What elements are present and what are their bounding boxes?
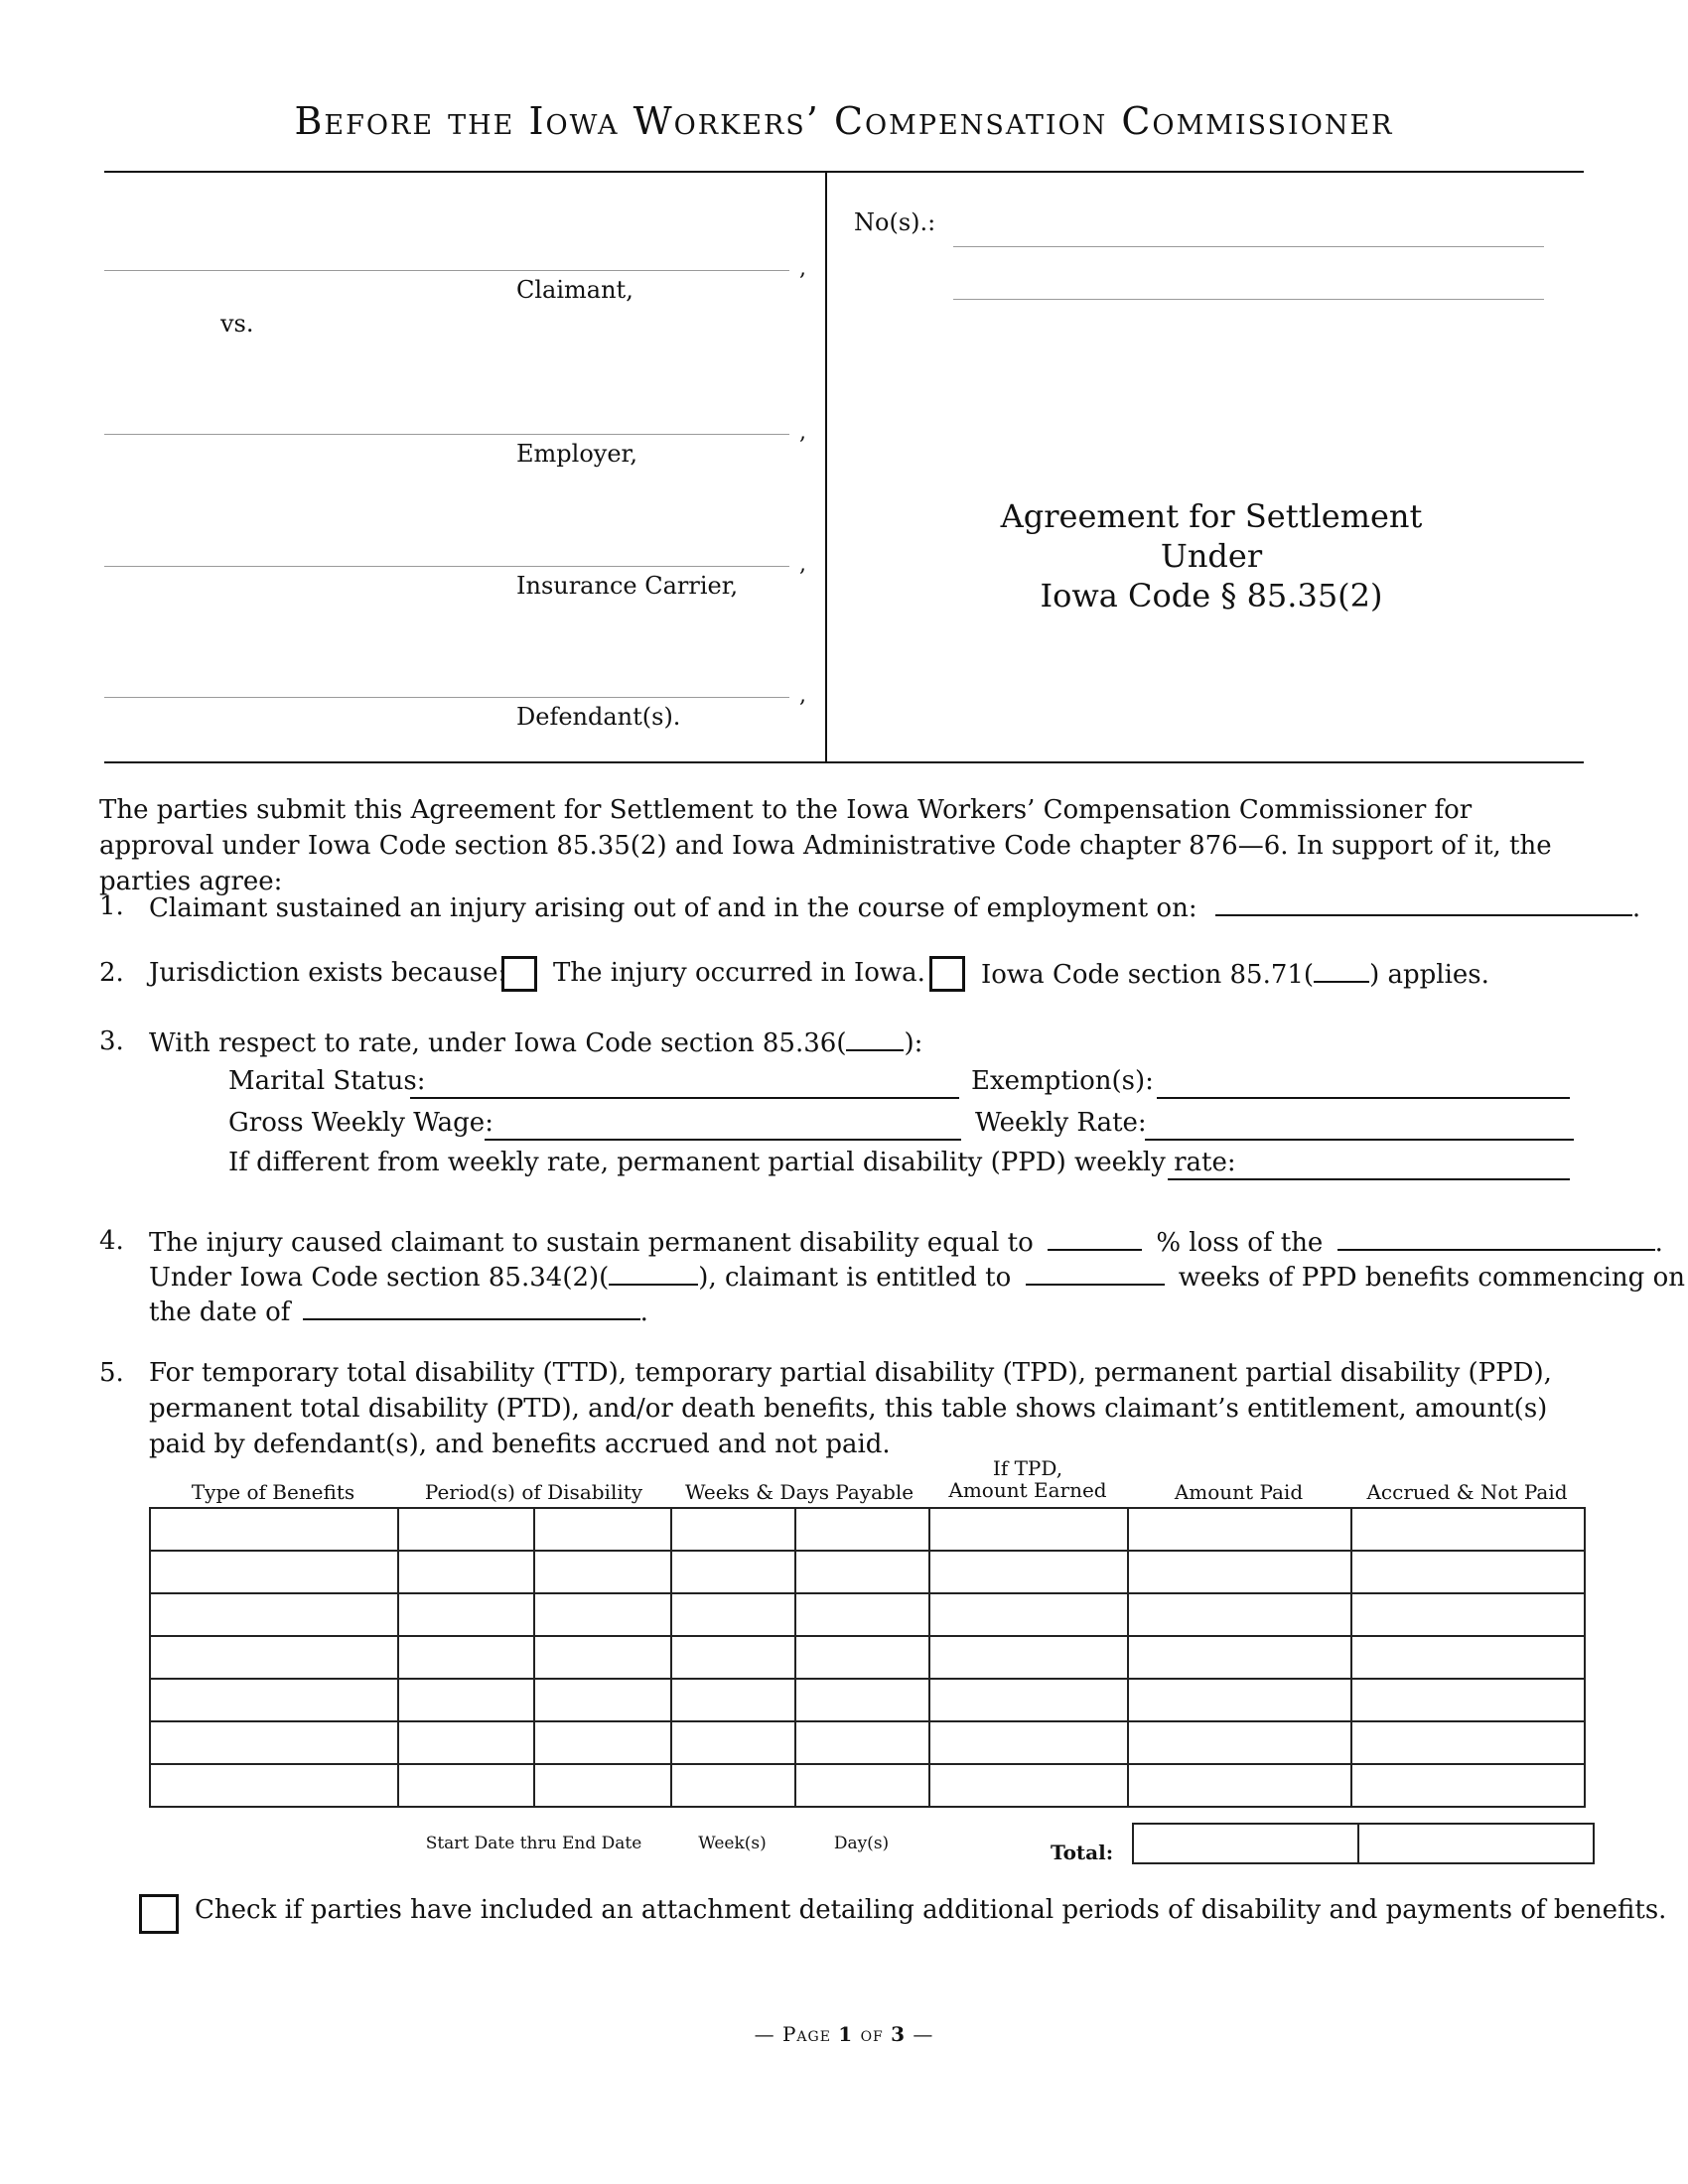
carrier-label: Insurance Carrier, xyxy=(516,572,739,600)
table-cell[interactable] xyxy=(795,1508,929,1551)
table-cell[interactable] xyxy=(671,1721,795,1764)
table-cell[interactable] xyxy=(795,1551,929,1593)
header-accrued-not-paid: Accrued & Not Paid xyxy=(1366,1480,1568,1504)
table-cell[interactable] xyxy=(1351,1721,1585,1764)
table-cell[interactable] xyxy=(150,1593,398,1636)
section-85-36-field[interactable] xyxy=(846,1024,904,1051)
table-cell[interactable] xyxy=(150,1679,398,1721)
commencement-date-field[interactable] xyxy=(303,1293,640,1320)
disability-percent-field[interactable] xyxy=(1048,1223,1142,1251)
table-cell[interactable] xyxy=(795,1679,929,1721)
item-4-line-2-post: weeks of PPD benefits commencing on xyxy=(1178,1263,1685,1293)
attachment-label: Check if parties have included an attachment detailing additional periods of disability and payments of benefits. xyxy=(195,1895,1667,1925)
table-cell[interactable] xyxy=(1128,1679,1351,1721)
benefits-table xyxy=(149,1507,1586,1808)
item-1-text: Claimant sustained an injury arising out of and in the course of employment on: xyxy=(149,893,1197,923)
marital-status-label: Marital Status: xyxy=(228,1066,426,1096)
item-2-text: Jurisdiction exists because: xyxy=(149,958,507,988)
table-cell[interactable] xyxy=(1351,1679,1585,1721)
agreement-title-line-1: Agreement for Settlement xyxy=(1000,497,1423,535)
table-cell[interactable] xyxy=(929,1593,1128,1636)
header-amount-paid: Amount Paid xyxy=(1174,1480,1304,1504)
header-amount-earned: Amount Earned xyxy=(948,1478,1107,1502)
table-cell[interactable] xyxy=(795,1764,929,1807)
table-cell[interactable] xyxy=(1128,1721,1351,1764)
item-3-number: 3. xyxy=(99,1026,124,1056)
gross-weekly-wage-label: Gross Weekly Wage: xyxy=(228,1108,493,1138)
table-cell[interactable] xyxy=(929,1764,1128,1807)
footer-page-total: 3 xyxy=(891,2022,907,2046)
agreement-title xyxy=(864,496,1559,615)
footer-page-number: 1 xyxy=(838,2022,854,2046)
table-row xyxy=(150,1636,1585,1679)
table-cell[interactable] xyxy=(150,1764,398,1807)
item-4-line-3-pre: the date of xyxy=(149,1297,291,1327)
ppd-weeks-field[interactable] xyxy=(1026,1258,1165,1286)
claimant-comma: , xyxy=(799,256,806,281)
table-cell[interactable] xyxy=(150,1551,398,1593)
defendant-name-line[interactable] xyxy=(104,697,789,698)
table-cell[interactable] xyxy=(534,1508,671,1551)
table-cell[interactable] xyxy=(671,1679,795,1721)
defendant-label: Defendant(s). xyxy=(516,703,681,731)
table-cell[interactable] xyxy=(671,1764,795,1807)
table-cell[interactable] xyxy=(1351,1551,1585,1593)
exemptions-label: Exemption(s): xyxy=(971,1066,1154,1096)
item-5-text: For temporary total disability (TTD), temporary partial disability (TPD), permanent partial disability (PPD), permanent total disability (PTD), and/or death benefits, this table shows claimant’s entitlement, amount(s) paid by defendant(s), and benefits accrued and not paid. xyxy=(149,1358,1552,1459)
table-cell[interactable] xyxy=(150,1508,398,1551)
carrier-name-line[interactable] xyxy=(104,566,789,567)
header-if-tpd: If TPD, xyxy=(992,1456,1063,1480)
table-cell[interactable] xyxy=(534,1679,671,1721)
table-cell[interactable] xyxy=(929,1636,1128,1679)
injury-in-iowa-checkbox[interactable] xyxy=(501,956,537,992)
body-part-field[interactable] xyxy=(1337,1223,1655,1251)
table-cell[interactable] xyxy=(929,1679,1128,1721)
gross-weekly-wage-field[interactable] xyxy=(485,1139,961,1141)
case-number-line-1[interactable] xyxy=(953,246,1544,247)
table-row xyxy=(150,1679,1585,1721)
injury-date-field[interactable] xyxy=(1215,888,1632,916)
header-weeks-days-payable: Weeks & Days Payable xyxy=(684,1480,914,1504)
table-cell[interactable] xyxy=(534,1636,671,1679)
table-cell[interactable] xyxy=(398,1721,534,1764)
weekly-rate-field[interactable] xyxy=(1145,1139,1574,1141)
table-cell[interactable] xyxy=(795,1721,929,1764)
numbers-label: No(s).: xyxy=(854,208,936,236)
item-4-line-2-pre: Under Iowa Code section 85.34(2)( xyxy=(149,1263,610,1293)
footer-of-label: of xyxy=(860,2022,884,2046)
table-cell[interactable] xyxy=(929,1551,1128,1593)
table-cell[interactable] xyxy=(671,1508,795,1551)
table-cell[interactable] xyxy=(1128,1593,1351,1636)
item-4-line-2-mid: ), claimant is entitled to xyxy=(698,1263,1012,1293)
table-cell[interactable] xyxy=(1351,1593,1585,1636)
agreement-title-line-2: Under xyxy=(1160,537,1263,575)
table-cell[interactable] xyxy=(534,1551,671,1593)
employer-label: Employer, xyxy=(516,440,637,468)
subheader-weeks: Week(s) xyxy=(698,1834,767,1853)
table-cell[interactable] xyxy=(534,1593,671,1636)
item-1-end: . xyxy=(1631,893,1641,923)
carrier-comma: , xyxy=(799,552,806,577)
claimant-name-line[interactable] xyxy=(104,270,789,271)
total-amount-paid-cell[interactable] xyxy=(1133,1824,1358,1863)
marital-status-field[interactable] xyxy=(410,1097,959,1099)
item-1 xyxy=(149,888,1640,926)
section-85-71-pre: Iowa Code section 85.71( xyxy=(981,960,1315,990)
footer-dash-left: — xyxy=(754,2022,775,2046)
item-4-line-1-pre: The injury caused claimant to sustain permanent disability equal to xyxy=(149,1228,1034,1258)
attachment-checkbox[interactable] xyxy=(139,1894,179,1934)
table-row xyxy=(150,1764,1585,1807)
table-cell[interactable] xyxy=(1128,1636,1351,1679)
section-85-71-checkbox[interactable] xyxy=(929,956,965,992)
header-periods-of-disability: Period(s) of Disability xyxy=(424,1480,643,1504)
table-cell[interactable] xyxy=(1351,1508,1585,1551)
table-cell[interactable] xyxy=(1128,1551,1351,1593)
defendant-comma: , xyxy=(799,683,806,708)
item-1-number: 1. xyxy=(99,891,124,921)
intro-paragraph: The parties submit this Agreement for Settlement to the Iowa Workers’ Compensation Commissioner for approval under Iowa Code section 85.35(2) and Iowa Administrative Code chapter 876—6. In support of it, the parties agree: xyxy=(99,795,1552,896)
caption-bottom-rule xyxy=(104,761,1584,763)
footer-dash-right: — xyxy=(913,2022,934,2046)
exemptions-field[interactable] xyxy=(1157,1097,1570,1099)
caption-top-rule xyxy=(104,171,1584,173)
item-3-text-post: ): xyxy=(904,1028,923,1058)
table-cell[interactable] xyxy=(534,1721,671,1764)
vs-label: vs. xyxy=(220,310,254,338)
table-cell[interactable] xyxy=(150,1636,398,1679)
section-85-71-option xyxy=(981,955,1489,993)
total-accrued-not-paid-cell[interactable] xyxy=(1358,1824,1594,1863)
table-row xyxy=(150,1508,1585,1551)
employer-name-line[interactable] xyxy=(104,434,789,435)
table-cell[interactable] xyxy=(150,1721,398,1764)
item-5-number: 5. xyxy=(99,1358,124,1388)
section-85-71-post: ) applies. xyxy=(1369,960,1489,990)
subheader-days: Day(s) xyxy=(833,1834,890,1853)
subheader-start-end-date: Start Date thru End Date xyxy=(425,1834,642,1853)
table-cell[interactable] xyxy=(534,1764,671,1807)
item-4-line-1 xyxy=(149,1223,1663,1261)
page-footer xyxy=(0,2022,1688,2046)
section-85-34-field[interactable] xyxy=(609,1258,698,1286)
table-cell[interactable] xyxy=(398,1551,534,1593)
item-3 xyxy=(149,1024,922,1061)
ppd-rate-field[interactable] xyxy=(1168,1178,1570,1180)
claimant-label: Claimant, xyxy=(516,276,633,304)
table-cell[interactable] xyxy=(398,1636,534,1679)
table-cell[interactable] xyxy=(398,1679,534,1721)
table-cell[interactable] xyxy=(398,1593,534,1636)
item-4-line-3-end: . xyxy=(639,1297,648,1327)
page-title: Before the Iowa Workers’ Compensation Commissioner xyxy=(294,99,1394,143)
caption-divider xyxy=(825,171,827,763)
table-cell[interactable] xyxy=(671,1551,795,1593)
table-cell[interactable] xyxy=(1128,1764,1351,1807)
item-4-line-2 xyxy=(149,1258,1685,1296)
table-cell[interactable] xyxy=(671,1636,795,1679)
footer-page-label: Page xyxy=(781,2022,831,2046)
agreement-title-line-3: Iowa Code § 85.35(2) xyxy=(1040,577,1383,614)
table-row xyxy=(150,1721,1585,1764)
weekly-rate-label: Weekly Rate: xyxy=(975,1108,1147,1138)
item-4-line-1-end: . xyxy=(1654,1228,1663,1258)
table-cell[interactable] xyxy=(1351,1764,1585,1807)
item-2-number: 2. xyxy=(99,958,124,988)
table-cell[interactable] xyxy=(795,1593,929,1636)
table-cell[interactable] xyxy=(1128,1508,1351,1551)
total-row xyxy=(1132,1823,1595,1864)
table-cell[interactable] xyxy=(671,1593,795,1636)
table-cell[interactable] xyxy=(929,1508,1128,1551)
table-cell[interactable] xyxy=(398,1764,534,1807)
case-number-line-2[interactable] xyxy=(953,299,1544,300)
employer-comma: , xyxy=(799,420,806,445)
item-3-text-pre: With respect to rate, under Iowa Code section 85.36( xyxy=(149,1028,847,1058)
table-cell[interactable] xyxy=(398,1508,534,1551)
item-4-line-1-mid: % loss of the xyxy=(1156,1228,1324,1258)
section-85-71-field[interactable] xyxy=(1314,955,1369,983)
item-4-number: 4. xyxy=(99,1226,124,1256)
injury-in-iowa-label: The injury occurred in Iowa. xyxy=(553,958,925,988)
table-row xyxy=(150,1551,1585,1593)
header-type-of-benefits: Type of Benefits xyxy=(191,1480,355,1504)
table-row xyxy=(150,1593,1585,1636)
total-label: Total: xyxy=(1051,1841,1114,1864)
ppd-rate-label: If different from weekly rate, permanent partial disability (PPD) weekly rate: xyxy=(228,1148,1236,1177)
table-cell[interactable] xyxy=(1351,1636,1585,1679)
table-cell[interactable] xyxy=(929,1721,1128,1764)
table-cell[interactable] xyxy=(795,1636,929,1679)
item-4-line-3 xyxy=(149,1293,648,1330)
